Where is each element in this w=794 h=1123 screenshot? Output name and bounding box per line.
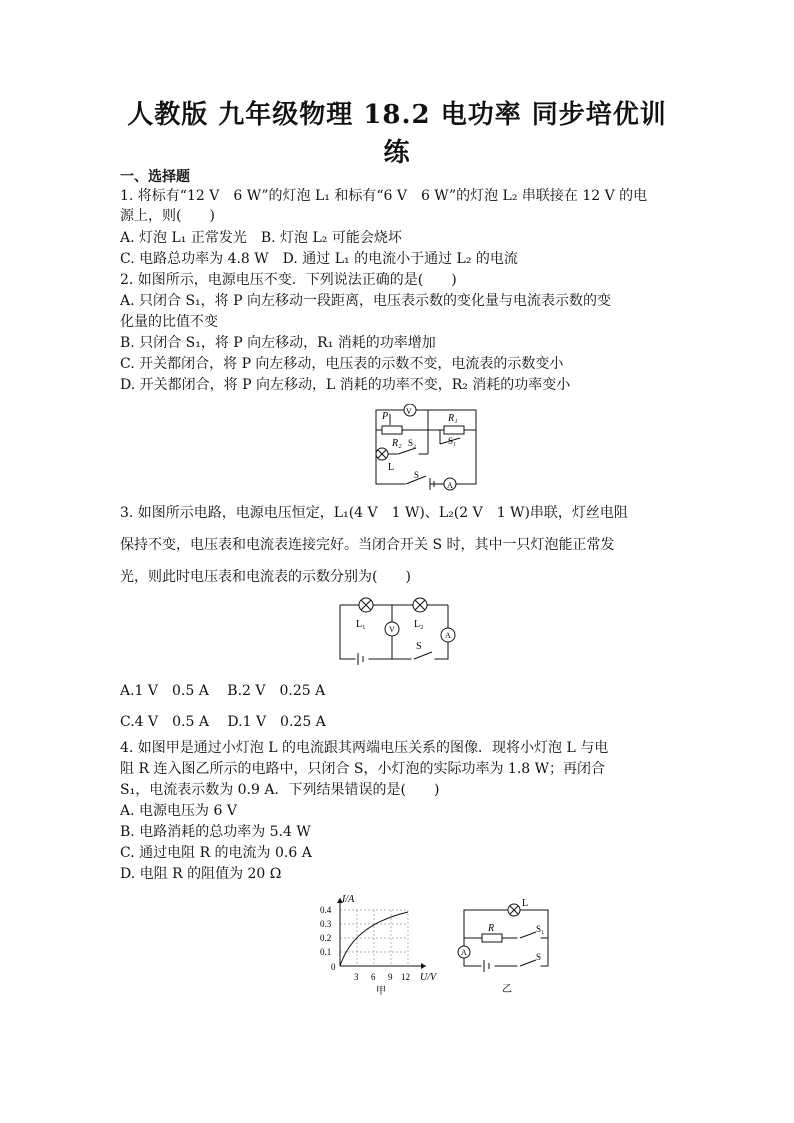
q2-option-d: D. 开关都闭合，将 P 向左移动，L 消耗的功率不变，R₂ 消耗的功率变小 <box>120 377 571 393</box>
title-line-1: 人教版 九年级物理 18.2 电功率 同步培优训 <box>127 100 667 130</box>
q2-option-a-line-1: A. 只闭合 S₁，将 P 向左移动一段距离，电压表示数的变化量与电流表示数的变 <box>120 293 611 309</box>
label-s: S <box>414 470 420 480</box>
q2-stem: 2. 如图所示，电源电压不变．下列说法正确的是( ) <box>120 272 457 288</box>
rheostat-r2 <box>382 426 402 434</box>
q4-stem-line-1: 4. 如图甲是通过小灯泡 L 的电流跟其两端电压关系的图像．现将小灯泡 L 与电 <box>120 740 609 756</box>
ytick-0-1: 0.1 <box>320 947 332 957</box>
q4-option-d: D. 电阻 R 的阻值为 20 Ω <box>120 866 282 882</box>
q3-stem-line-2: 保持不变，电压表和电流表连接完好。当闭合开关 S 时，其中一只灯泡能正常发 <box>120 537 615 553</box>
q3-stem-line-1: 3. 如图所示电路，电源电压恒定，L₁(4 V 1 W)、L₂(2 V 1 W)串联，灯丝电阻 <box>120 505 628 521</box>
ytick-0-3: 0.3 <box>320 919 332 929</box>
label-r: R <box>488 923 495 934</box>
q1-options-cd: C. 电路总功率为 4.8 W D. 通过 L₁ 的电流小于通过 L₂ 的电流 <box>120 251 518 267</box>
label-r2: R₂ <box>392 438 402 449</box>
label-s1: S₁ <box>536 924 545 934</box>
resistor-r <box>482 934 502 942</box>
q4-stem-line-2: 阻 R 连入图乙所示的电路中，只闭合 S，小灯泡的实际功率为 1.8 W；再闭合 <box>120 761 606 777</box>
xtick-6: 6 <box>371 972 376 982</box>
q4-circuit-diagram <box>456 896 556 996</box>
q2-circuit-diagram <box>368 404 484 494</box>
q2-option-c: C. 开关都闭合，将 P 向左移动，电压表的示数不变，电流表的示数变小 <box>120 356 564 372</box>
resistor-r1 <box>444 426 464 434</box>
label-s: S <box>536 952 542 962</box>
label-p: P <box>382 411 389 422</box>
circuit-caption: 乙 <box>502 984 512 995</box>
q4-option-a: A. 电源电压为 6 V <box>120 803 237 819</box>
label-l: L <box>388 462 395 473</box>
q1-options-ab: A. 灯泡 L₁ 正常发光 B. 灯泡 L₂ 可能会烧坏 <box>120 230 402 246</box>
label-v: V <box>406 407 412 416</box>
graph-xlabel: U/V <box>420 972 437 983</box>
q1-stem-line-2: 源上，则( ) <box>120 208 215 224</box>
label-s: S <box>416 641 422 652</box>
q2-option-b: B. 只闭合 S₁，将 P 向左移动，R₁ 消耗的功率增加 <box>120 335 436 351</box>
q4-stem-line-3: S₁，电流表示数为 0.9 A．下列结果错误的是( ) <box>120 782 440 798</box>
q4-option-b: B. 电路消耗的总功率为 5.4 W <box>120 824 311 840</box>
q2-option-a-line-2: 化量的比值不变 <box>120 314 218 330</box>
ytick-0-4: 0.4 <box>320 905 332 915</box>
q3-circuit-diagram <box>336 597 462 665</box>
q3-options-ab: A.1 V 0.5 A B.2 V 0.25 A <box>120 683 326 699</box>
xtick-12: 12 <box>401 972 410 982</box>
graph-caption: 甲 <box>376 986 386 997</box>
label-a: A <box>445 631 451 640</box>
label-a: A <box>447 481 453 490</box>
page-title <box>110 96 684 172</box>
section-heading: 一、选择题 <box>120 169 190 185</box>
label-r1: R₁ <box>448 413 458 424</box>
label-s1: S₁ <box>448 436 457 446</box>
q4-option-c: C. 通过电阻 R 的电流为 0.6 A <box>120 845 312 861</box>
label-l: L <box>522 898 529 909</box>
q1-stem-line-1: 1. 将标有“12 V 6 W”的灯泡 L₁ 和标有“6 V 6 W”的灯泡 L₂ 串联接在 12 V 的电 <box>120 188 648 204</box>
label-l2: L₂ <box>414 619 424 630</box>
ytick-0: 0 <box>331 962 336 972</box>
label-s2: S₂ <box>408 438 417 448</box>
graph-ylabel: I/A <box>342 894 355 905</box>
q4-iv-graph <box>312 892 448 998</box>
label-l1: L₁ <box>356 619 366 630</box>
xtick-9: 9 <box>388 972 393 982</box>
q3-options-cd: C.4 V 0.5 A D.1 V 0.25 A <box>120 714 326 730</box>
label-v: V <box>389 625 395 634</box>
label-a: A <box>461 948 467 957</box>
title-line-2: 练 <box>383 138 411 168</box>
ytick-0-2: 0.2 <box>320 933 332 943</box>
q3-stem-line-3: 光，则此时电压表和电流表的示数分别为( ) <box>120 569 411 585</box>
xtick-3: 3 <box>354 972 359 982</box>
